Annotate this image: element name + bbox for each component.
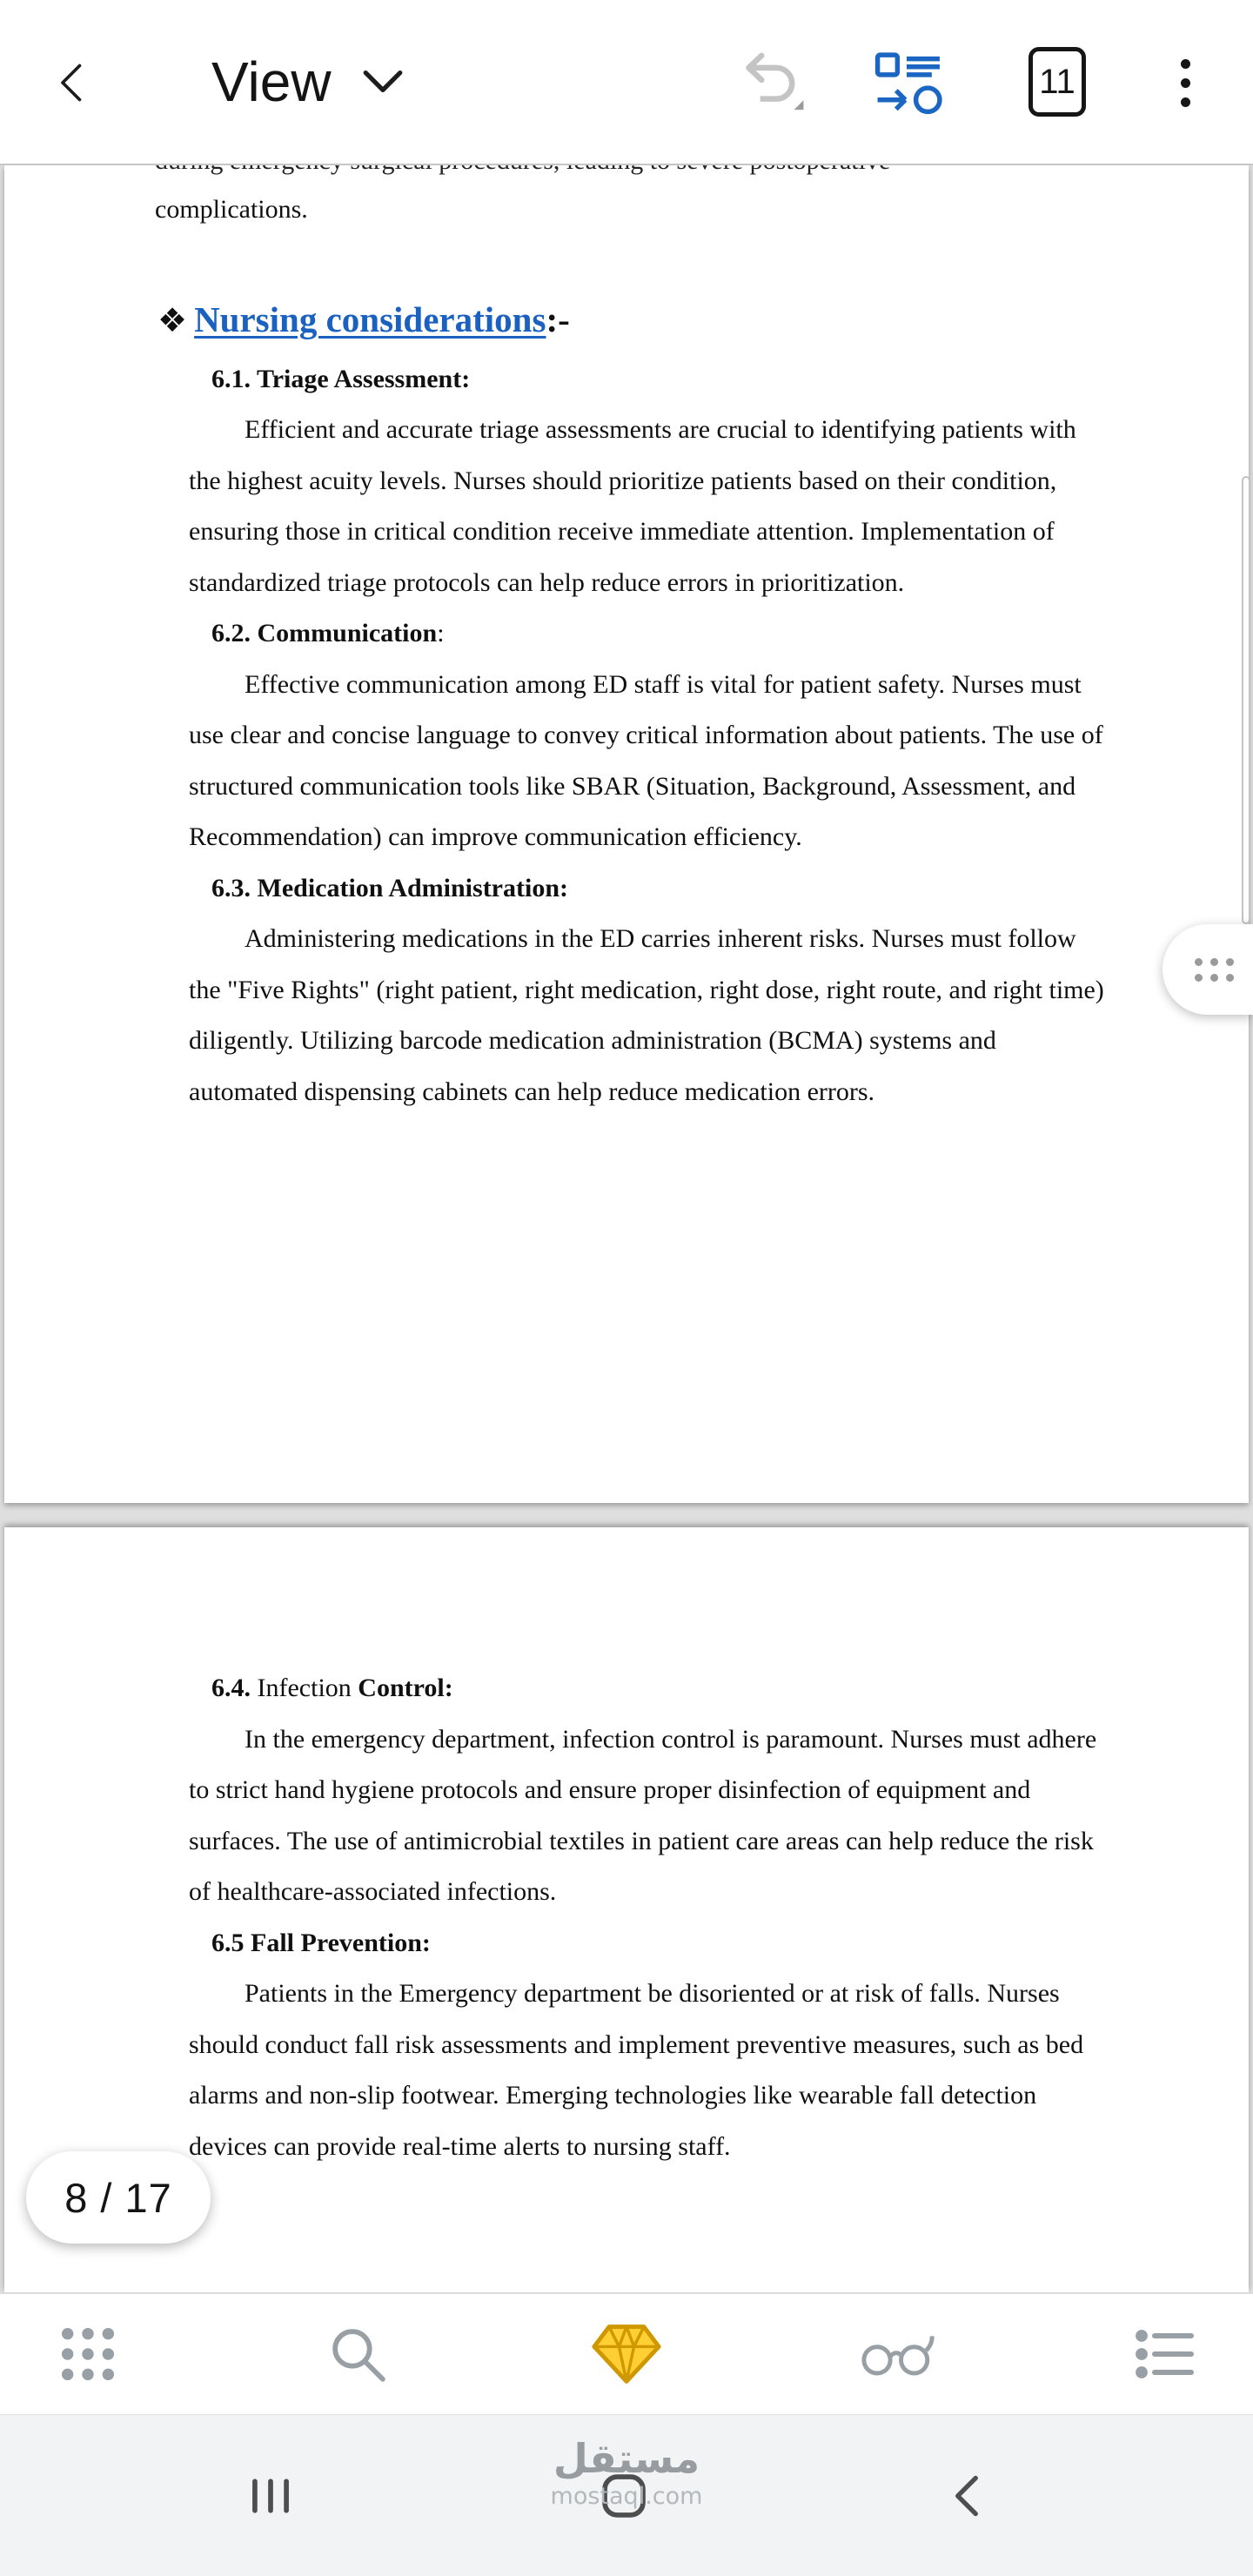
app-bar	[0, 0, 1253, 165]
subsection-title-6-1: 6.1. Triage Assessment:	[211, 364, 471, 393]
recents-button[interactable]	[242, 2467, 299, 2525]
more-vertical-icon	[1181, 59, 1190, 69]
document-scroll-area[interactable]	[0, 165, 1253, 2292]
reading-mode-button[interactable]	[859, 2317, 934, 2392]
undo-button[interactable]	[729, 45, 807, 120]
grid-dots-icon	[57, 2324, 118, 2385]
watermark-latin-text: mostaql.com	[550, 2483, 703, 2510]
glasses-icon	[858, 2330, 935, 2378]
nav-back-icon	[944, 2471, 995, 2521]
page-count-label: 11	[1039, 62, 1075, 101]
heading-suffix: :-	[546, 299, 570, 339]
nav-back-button[interactable]	[941, 2467, 998, 2525]
heading-text: Nursing considerations	[194, 299, 546, 339]
subsection-title-6-3: 6.3. Medication Administration:	[211, 873, 568, 902]
more-vertical-icon	[1181, 97, 1190, 107]
overflow-menu-button[interactable]	[1168, 47, 1203, 118]
mobile-view-toggle-button[interactable]	[872, 47, 947, 118]
chevron-down-icon	[361, 69, 405, 95]
body-paragraph-6-2: Effective communication among ED staff is vital for patient safety. Nurses must use clear and concise language to convey critical information about patients. The use of structured communication tools like SBAR (Situation, Background, Assessment, and Recommendation) can improve communication efficiency.	[189, 669, 1103, 851]
body-paragraph-6-3: Administering medications in the ED carries inherent risks. Nurses must follow the "Five Rights" (right patient, right medication, right dose, right route, and right time) diligently. Utilizing barcode medication administration (BCMA) systems and automated dispensing cabinets can help reduce medication errors.	[189, 924, 1104, 1106]
subsection-title-6-4	[211, 1663, 1109, 1714]
apps-grid-button[interactable]	[50, 2317, 125, 2392]
scrollbar[interactable]	[1242, 476, 1250, 924]
more-vertical-icon	[1181, 78, 1190, 88]
list-icon	[1134, 2323, 1196, 2385]
body-paragraph-6-4: In the emergency department, infection control is paramount. Nurses must adhere to strict hand hygiene protocols and ensure proper disinfection of equipment and surfaces. The use of antimicrobial textiles in patient care areas can help reduce the risk of healthcare-associated infections.	[189, 1724, 1097, 1906]
android-nav-bar	[0, 2414, 1253, 2576]
recents-icon	[244, 2469, 298, 2523]
undo-icon	[732, 49, 805, 117]
bottom-toolbar	[0, 2292, 1253, 2414]
page-indicator	[26, 2151, 211, 2244]
diamond-bullet-icon: ❖	[157, 300, 188, 339]
view-menu-label: View	[211, 50, 332, 113]
title-regular-text: :	[437, 619, 445, 647]
page-indicator-label: 8 / 17	[64, 2174, 172, 2221]
document-page-8	[4, 165, 1249, 1503]
quick-tools-drag-handle[interactable]	[1163, 924, 1253, 1015]
search-icon	[325, 2321, 391, 2387]
section-heading	[157, 291, 1109, 349]
subsection-title-6-5: 6.5 Fall Prevention:	[211, 1928, 431, 1957]
home-button[interactable]	[595, 2467, 653, 2525]
body-paragraph-6-5: Patients in the Emergency department be disoriented or at risk of falls. Nurses should conduct fall risk assessments and implement preventive measures, such as bed alarms and non-slip footwear. Emerging technologies like wearable fall detection devices can provide real-time alerts to nursing staff.	[189, 1979, 1084, 2161]
chevron-left-icon	[51, 60, 97, 105]
gem-icon	[586, 2319, 667, 2389]
page-count-button[interactable]	[1029, 47, 1086, 117]
search-button[interactable]	[320, 2317, 395, 2392]
subsection-title-6-2	[211, 608, 1109, 660]
title-bold-text: Control:	[358, 1674, 453, 1702]
title-regular-text: Infection	[251, 1674, 358, 1702]
mobile-view-icon	[874, 48, 945, 117]
premium-gem-button[interactable]	[589, 2317, 664, 2392]
paragraph-continuation: complications.	[155, 195, 308, 224]
body-paragraph-6-1: Efficient and accurate triage assessments are crucial to identifying patients with the highest acuity levels. Nurses should prioritize patients based on their condition, ensuring those in critical condition receive immediate attention. Implementation of standardized triage protocols can help reduce errors in prioritization.	[189, 415, 1076, 597]
home-icon	[597, 2469, 651, 2523]
watermark-arabic-text: مستقل	[553, 2435, 700, 2482]
view-menu-button[interactable]	[211, 0, 405, 164]
back-button[interactable]	[45, 54, 103, 111]
outline-list-button[interactable]	[1128, 2317, 1203, 2392]
title-bold-text: 6.2. Communication	[211, 619, 438, 647]
title-bold-text: 6.4.	[211, 1674, 251, 1702]
drag-handle-dots-icon	[1195, 958, 1234, 982]
